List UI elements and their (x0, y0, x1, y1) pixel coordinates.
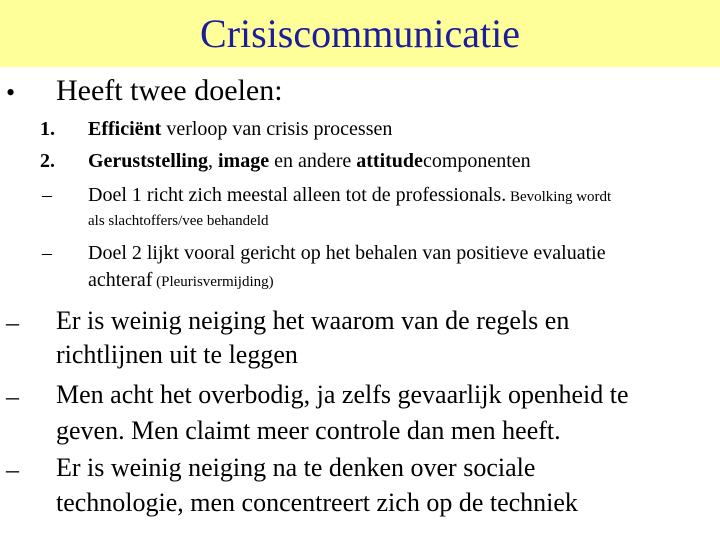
goal-rest-text: verloop van crisis processen (161, 118, 393, 140)
goal-bold-term: Efficiënt (88, 118, 162, 140)
dash-item-line2: geven. Men claimt meer controle dan men heeft. (56, 416, 561, 445)
goal-text (88, 150, 531, 173)
goal-connector: en andere (269, 150, 357, 172)
dash-item-line1: Er is weinig neiging het waarom van de regels en (56, 306, 570, 335)
dash-marker: – (6, 382, 19, 411)
dash-marker: – (6, 308, 19, 337)
main-bullet-text: Heeft twee doelen: (56, 74, 283, 107)
sub-note-small-text: Bevolking wordt (506, 189, 612, 205)
goal-rest-text: componenten (422, 150, 531, 172)
sub-note-main-text: Doel 1 richt zich meestal alleen tot de professionals. (88, 184, 507, 206)
goal-bold-term: attitude (356, 150, 423, 172)
sub-note-line2: als slachtoffers/vee behandeld (88, 213, 269, 229)
dash-marker: – (42, 242, 52, 264)
bullet-marker: • (6, 78, 16, 107)
sub-note-line1 (88, 184, 611, 207)
dash-marker: – (6, 455, 19, 484)
goal-text (88, 118, 392, 141)
sub-note-line1: Doel 2 lijkt vooral gericht op het behalen van positieve evaluatie (88, 242, 606, 264)
sub-note-main-text: achteraf (88, 269, 153, 291)
dash-marker: – (42, 184, 52, 206)
goal-connector: , (208, 150, 218, 172)
dash-item-line2: richtlijnen uit te leggen (56, 340, 298, 369)
slide-title: Crisiscommunicatie (200, 11, 520, 56)
dash-item-line2: technologie, men concentreert zich op de techniek (56, 488, 578, 517)
sub-note-line2 (88, 269, 274, 292)
dash-item-line1: Er is weinig neiging na te denken over sociale (56, 453, 536, 482)
goal-bold-term: image (218, 150, 270, 172)
goal-bold-term: Geruststelling (88, 150, 208, 172)
goal-number: 2. (40, 150, 55, 172)
goal-number: 1. (40, 118, 55, 140)
sub-note-small-text: (Pleurisvermijding) (152, 274, 274, 290)
dash-item-line1: Men acht het overbodig, ja zelfs gevaarlijk openheid te (56, 380, 629, 409)
